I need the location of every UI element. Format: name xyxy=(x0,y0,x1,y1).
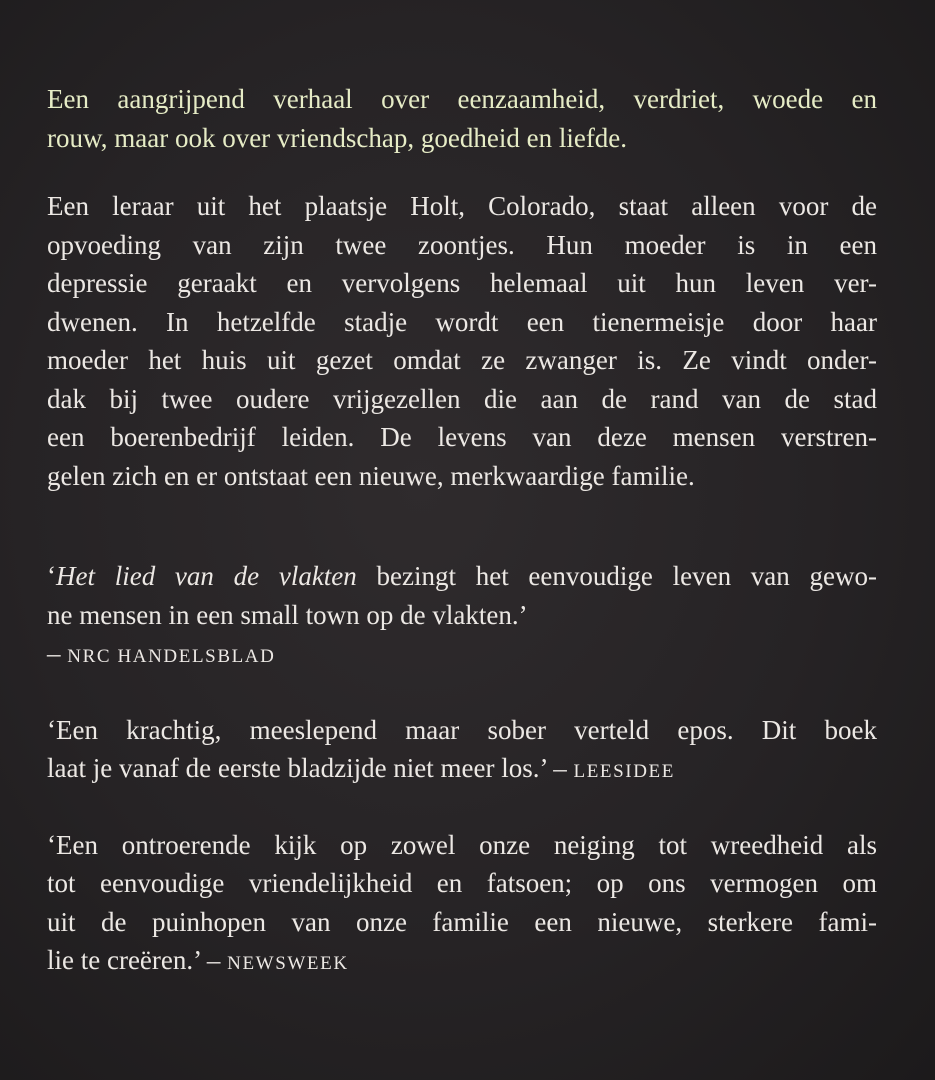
quote-text: bezingt het eenvoudige leven van gewo- xyxy=(356,561,877,591)
quote-text: laat je vanaf de eerste bladzijde niet meer los.’ xyxy=(47,753,554,783)
quote-line xyxy=(47,941,877,980)
quote-dash: – xyxy=(553,753,574,783)
summary-line: gelen zich en er ontstaat een nieuwe, merkwaardige familie. xyxy=(47,460,695,491)
quote-line: ne mensen in een small town op de vlakten.’ xyxy=(47,599,528,630)
summary-paragraph xyxy=(47,187,877,495)
quote-source-line xyxy=(47,634,877,673)
intro-line: rouw, maar ook over vriendschap, goedheid en liefde. xyxy=(47,122,628,153)
summary-line: dak bij twee oudere vrijgezellen die aan de rand van de stad xyxy=(47,383,877,414)
quote-line xyxy=(47,557,877,596)
intro-paragraph xyxy=(47,80,877,157)
summary-line: depressie geraakt en vervolgens helemaal uit hun leven ver- xyxy=(47,268,877,298)
quote-line: uit de puinhopen van onze familie een nieuwe, sterkere fami- xyxy=(47,906,877,937)
quote-dash: – xyxy=(47,638,68,668)
quote-source: LEESIDEE xyxy=(573,761,675,782)
summary-line: een boerenbedrijf leiden. De levens van deze mensen verstren- xyxy=(47,422,877,452)
quote-line: tot eenvoudige vriendelijkheid en fatsoen; op ons vermogen om xyxy=(47,868,877,898)
intro-line: Een aangrijpend verhaal over eenzaamheid, verdriet, woede en xyxy=(47,84,877,114)
quote-dash: – xyxy=(206,945,228,975)
quote-line: ‘Een krachtig, meeslepend maar sober verteld epos. Dit boek xyxy=(47,714,877,745)
summary-line: dwenen. In hetzelfde stadje wordt een tienermeisje door haar xyxy=(47,306,877,337)
quote-line xyxy=(47,749,877,788)
quote-source: NEWSWEEK xyxy=(227,953,349,974)
review-quote-leesidee xyxy=(47,711,877,788)
summary-line: Een leraar uit het plaatsje Holt, Colorado, staat alleen voor de xyxy=(47,191,877,221)
book-back-cover xyxy=(47,80,877,980)
book-title: Het lied van de vlakten xyxy=(56,561,357,591)
quote-text: lie te creëren.’ xyxy=(47,945,207,975)
quote-line: ‘Een ontroerende kijk op zowel onze neiging tot wreedheid als xyxy=(47,829,877,860)
summary-line: moeder het huis uit gezet omdat ze zwanger is. Ze vindt onder- xyxy=(47,345,877,375)
quote-source: NRC HANDELSBLAD xyxy=(67,646,276,667)
quote-open-mark: ‘ xyxy=(47,561,56,591)
summary-line: opvoeding van zijn twee zoontjes. Hun moeder is in een xyxy=(47,229,877,260)
review-quote-nrc xyxy=(47,557,877,673)
review-quote-newsweek xyxy=(47,826,877,980)
